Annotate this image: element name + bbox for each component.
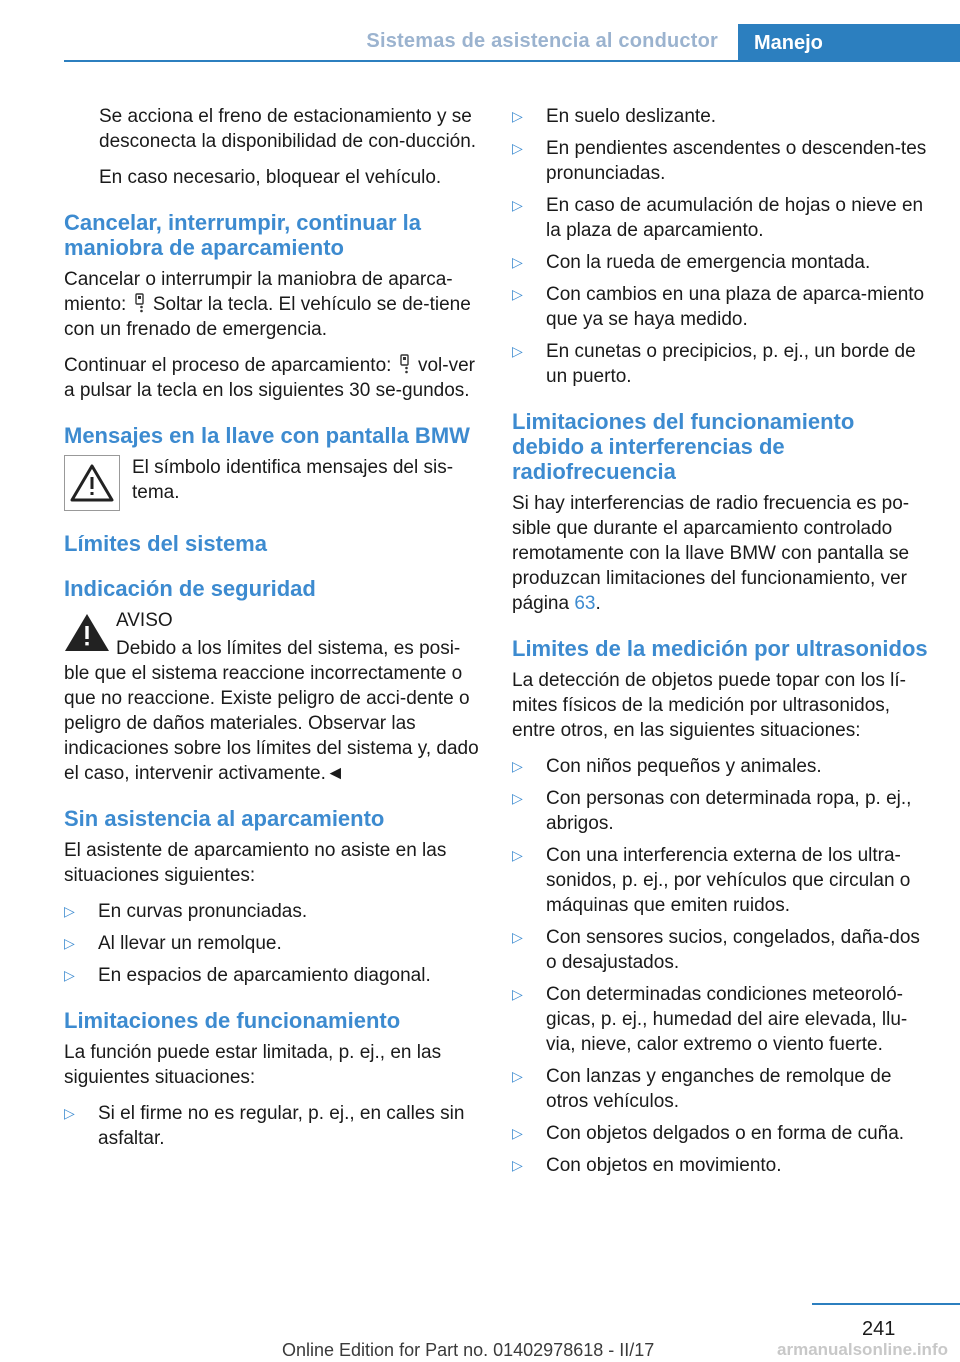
triangle-bullet-icon: ▷ bbox=[64, 935, 75, 951]
triangle-bullet-icon: ▷ bbox=[512, 790, 523, 806]
triangle-bullet-icon: ▷ bbox=[512, 254, 523, 270]
page-number-rule bbox=[812, 1303, 960, 1305]
watermark: armanualsonline.info bbox=[777, 1340, 948, 1359]
triangle-bullet-icon: ▷ bbox=[64, 903, 75, 919]
message-symbol-text: El símbolo identifica mensajes del sis-tema. bbox=[132, 457, 454, 503]
list-item: ▷ Con personas con determinada ropa, p. ej., abrigos. bbox=[512, 788, 912, 834]
list-item: ▷ Con una interferencia externa de los ultra-sonidos, p. ej., por vehículos que circulan o máquinas que emiten ruidos. bbox=[512, 845, 911, 916]
ultra-text: La detección de objetos puede topar con los lí-mites físicos de la medición por ultrasonidos, entre otros, en las siguientes situaciones: bbox=[512, 670, 906, 741]
list-item: ▷ En caso de acumulación de hojas o nieve en la plaza de aparcamiento. bbox=[512, 195, 924, 241]
list-item: ▷ Con objetos delgados o en forma de cuña. bbox=[512, 1123, 905, 1144]
heading-limitaciones: Limitaciones de funcionamiento bbox=[64, 1008, 401, 1033]
triangle-bullet-icon: ▷ bbox=[512, 1068, 523, 1084]
limitaciones-list-continued bbox=[512, 104, 930, 389]
triangle-bullet-icon: ▷ bbox=[512, 108, 523, 124]
cancel-paragraph-2: Continuar el proceso de aparcamiento: vol-ver a pulsar la tecla en los siguientes 30 se-gundos. bbox=[64, 355, 475, 401]
triangle-bullet-icon: ▷ bbox=[512, 1157, 523, 1173]
list-item: ▷ En curvas pronunciadas. bbox=[64, 901, 308, 922]
list-item: ▷ En cunetas o precipicios, p. ej., un borde de un puerto. bbox=[512, 341, 916, 387]
list-item: ▷ Con determinadas condiciones meteoroló-gicas, p. ej., humedad del aire elevada, llu-via, nieve, calor extremo o viento fuerte. bbox=[512, 984, 908, 1055]
sin-asistencia-text: El asistente de aparcamiento no asiste en las situaciones siguientes: bbox=[64, 840, 447, 886]
list-item: ▷ Con lanzas y enganches de remolque de otros vehículos. bbox=[512, 1066, 892, 1112]
heading-ultrasonidos: Limites de la medición por ultrasonidos bbox=[512, 636, 928, 661]
warning-notice bbox=[64, 608, 482, 658]
list-item: ▷ En espacios de aparcamiento diagonal. bbox=[64, 965, 431, 986]
triangle-bullet-icon: ▷ bbox=[512, 986, 523, 1002]
warning-text: Debido a los límites del sistema, es posi-ble que el sistema reaccione incorrectamente o que no reaccione. Existe peligro de acci-dente o peligro de daños materiales. Observar las indicaciones sobre los límites del sistema y, dado el caso, intervenir activamente.◄ bbox=[64, 638, 479, 784]
warning-title: AVISO bbox=[116, 610, 173, 631]
triangle-bullet-icon: ▷ bbox=[512, 847, 523, 863]
triangle-bullet-icon: ▷ bbox=[512, 197, 523, 213]
cancel-paragraph-1: Cancelar o interrumpir la maniobra de aparca-miento: Soltar la tecla. El vehículo se de-tiene con un frenado de emergencia. bbox=[64, 269, 471, 340]
header-section-title: Sistemas de asistencia al conductor bbox=[366, 30, 718, 52]
triangle-bullet-icon: ▷ bbox=[512, 140, 523, 156]
list-item: ▷ Con cambios en una plaza de aparca-miento que ya se haya medido. bbox=[512, 284, 925, 330]
intro-paragraph-2: En caso necesario, bloquear el vehículo. bbox=[99, 167, 442, 188]
list-item: ▷ Con objetos en movimiento. bbox=[512, 1155, 782, 1176]
list-item: ▷ Con niños pequeños y animales. bbox=[512, 756, 822, 777]
heading-indicacion: Indicación de seguridad bbox=[64, 576, 316, 601]
edition-footer: Online Edition for Part no. 01402978618 - II/17 bbox=[282, 1340, 655, 1360]
heading-mensajes: Mensajes en la llave con pantalla BMW bbox=[64, 423, 470, 448]
radio-text: Si hay interferencias de radio frecuencia es po-sible que durante el aparcamiento controlado remotamente con la llave BMW con pantalla se produzcan limitaciones del funcionamiento, ver página 63. bbox=[512, 493, 910, 614]
message-symbol-row bbox=[64, 455, 482, 511]
list-item: ▷ Si el firme no es regular, p. ej., en calles sin asfaltar. bbox=[64, 1103, 465, 1149]
limitaciones-list bbox=[64, 1101, 482, 1151]
heading-sin-asistencia: Sin asistencia al aparcamiento bbox=[64, 806, 385, 831]
warning-triangle-icon bbox=[64, 612, 110, 652]
remote-key-icon bbox=[399, 354, 411, 374]
triangle-bullet-icon: ▷ bbox=[512, 286, 523, 302]
heading-radiofrecuencia: Limitaciones del funcionamiento debido a interferencias de radiofrecuencia bbox=[512, 409, 855, 484]
list-item: ▷ Con sensores sucios, congelados, daña-dos o desajustados. bbox=[512, 927, 920, 973]
triangle-bullet-icon: ▷ bbox=[512, 929, 523, 945]
heading-limites: Límites del sistema bbox=[64, 531, 267, 556]
page-number: 241 bbox=[862, 1318, 896, 1340]
triangle-bullet-icon: ▷ bbox=[64, 1105, 75, 1121]
header-chapter-tab: Manejo bbox=[738, 24, 960, 62]
warning-triangle-icon bbox=[64, 455, 120, 511]
left-column bbox=[64, 104, 482, 1167]
list-item: ▷ Al llevar un remolque. bbox=[64, 933, 282, 954]
triangle-bullet-icon: ▷ bbox=[512, 758, 523, 774]
heading-cancel: Cancelar, interrumpir, continuar la maniobra de aparcamiento bbox=[64, 210, 421, 260]
intro-paragraph-1: Se acciona el freno de estacionamiento y se desconecta la disponibilidad de con-ducción. bbox=[99, 106, 477, 152]
triangle-bullet-icon: ▷ bbox=[64, 967, 75, 983]
page-reference-link[interactable]: 63 bbox=[574, 593, 596, 614]
triangle-bullet-icon: ▷ bbox=[512, 343, 523, 359]
triangle-bullet-icon: ▷ bbox=[512, 1125, 523, 1141]
list-item: ▷ En pendientes ascendentes o descenden-tes pronunciadas. bbox=[512, 138, 927, 184]
sin-asistencia-list bbox=[64, 899, 482, 988]
right-column bbox=[512, 104, 930, 1194]
list-item: ▷ En suelo deslizante. bbox=[512, 106, 717, 127]
remote-key-icon bbox=[134, 293, 146, 313]
limitaciones-text: La función puede estar limitada, p. ej., en las siguientes situaciones: bbox=[64, 1042, 442, 1088]
list-item: ▷ Con la rueda de emergencia montada. bbox=[512, 252, 871, 273]
header-rule bbox=[64, 60, 960, 62]
ultra-list bbox=[512, 754, 930, 1178]
